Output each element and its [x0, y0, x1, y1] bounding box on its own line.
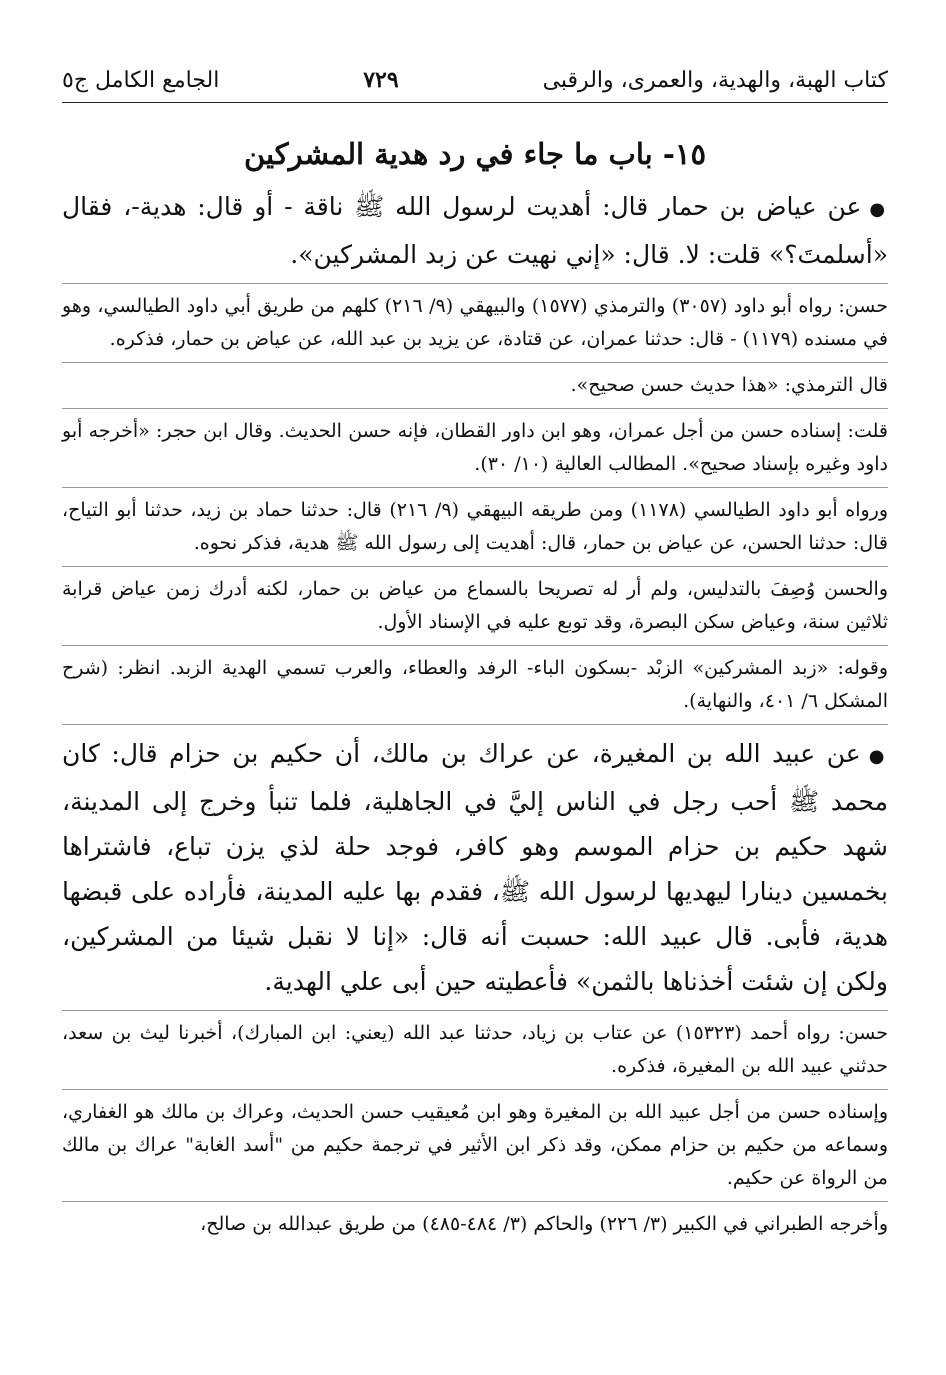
running-header [62, 58, 888, 103]
hadith-body: عن عبيد الله بن المغيرة، عن عراك بن مالك، أن حكيم بن حزام قال: كان محمد ﷺ أحب رجل في الناس إليَّ في الجاهلية، فلما تنبأ وخرج إلى المدينة، شهد حكيم بن حزام الموسم وهو كافر، فوجد حلة لذي يزن تباع، فاشتراها بخمسين دينارا ليهديها لرسول الله ﷺ، فقدم بها عليه المدينة، فأراده على قبضها هدية، فأبى. قال عبيد الله: حسبت أنه قال: «إنا لا نقبل شيئا من المشركين، ولكن إن شئت أخذناها بالثمن» فأعطيته حين أبى علي الهدية. [62, 739, 888, 996]
page-content [62, 132, 888, 1241]
header-volume-title: الجامع الكامل ج٥ [62, 67, 220, 93]
divider [62, 1089, 888, 1090]
takhrij-note: قال الترمذي: «هذا حديث حسن صحيح». [570, 374, 888, 396]
bullet-icon: ● [868, 746, 888, 767]
hadith-text [62, 731, 888, 1004]
divider [62, 362, 888, 363]
divider [62, 566, 888, 567]
divider [62, 408, 888, 409]
divider [62, 1201, 888, 1202]
bullet-icon: ● [869, 199, 888, 220]
divider [62, 487, 888, 488]
takhrij-note: وأخرجه الطبراني في الكبير (٣/ ٢٢٦) والحاكم (٣/ ٤٨٤-٤٨٥) من طريق عبدالله بن صالح، [200, 1213, 888, 1235]
takhrij-note: ورواه أبو داود الطيالسي (١١٧٨) ومن طريقه البيهقي (٩/ ٢١٦) قال: حدثنا حماد بن زيد، حدثنا أبو التياح، قال: حدثنا الحسن، عن عياض بن حمار، قال: أهديت إلى رسول الله ﷺ هدية، فذكر نحوه. [62, 499, 889, 554]
takhrij-note: حسن: رواه أبو داود (٣٠٥٧) والترمذي (١٥٧٧) والبيهقي (٩/ ٢١٦) كلهم من طريق أبي داود الطيالسي، وهو في مسنده (١١٧٩) - قال: حدثنا عمران، عن قتادة، عن يزيد بن عبد الله، عن عياض بن حمار، فذكره. [62, 295, 888, 350]
takhrij-note: حسن: رواه أحمد (١٥٣٢٣) عن عتاب بن زياد، حدثنا عبد الله (يعني: ابن المبارك)، أخبرنا ليث بن سعد، حدثني عبيد الله بن المغيرة، فذكره. [62, 1022, 888, 1077]
takhrij-note: والحسن وُصِفَ بالتدليس، ولم أر له تصريحا بالسماع من عياض بن حمار، لكنه أدرك زمن عياض قرابة ثلاثين سنة، وعياض سكن البصرة، وقد توبع عليه في الإسناد الأول. [62, 578, 888, 633]
page-number: ٧٢٩ [363, 67, 399, 93]
divider [62, 724, 888, 725]
header-book-title: كتاب الهبة، والهدية، والعمرى، والرقبى [542, 67, 888, 93]
hadith-body: عن عياض بن حمار قال: أهديت لرسول الله ﷺ ناقة - أو قال: هدية-، فقال «أسلمتَ؟» قلت: لا. قال: «إني نهيت عن زبد المشركين». [62, 192, 888, 269]
divider [62, 283, 888, 284]
divider [62, 645, 888, 646]
divider [62, 1010, 888, 1011]
takhrij-note: قلت: إسناده حسن من أجل عمران، وهو ابن داور القطان، فإنه حسن الحديث. وقال ابن حجر: «أخرجه أبو داود وغيره بإسناد صحيح». المطالب العالية (١٠/ ٣٠). [62, 420, 888, 475]
takhrij-note: وإسناده حسن من أجل عبيد الله بن المغيرة وهو ابن مُعيقيب حسن الحديث، وعراك بن مالك هو الغفاري، وسماعه من حكيم بن حزام ممكن، وقد ذكر ابن الأثير في ترجمة حكيم من "أسد الغابة" عراك بن مالك من الرواة عن حكيم. [62, 1101, 888, 1189]
chapter-title: ١٥- باب ما جاء في رد هدية المشركين [243, 137, 707, 171]
hadith-text [62, 184, 888, 277]
takhrij-note: وقوله: «زبد المشركين» الزبْد -بسكون الباء- الرفد والعطاء، والعرب تسمي الهدية الزبد. انظر: (شرح المشكل ٦/ ٤٠١، والنهاية). [62, 657, 888, 712]
